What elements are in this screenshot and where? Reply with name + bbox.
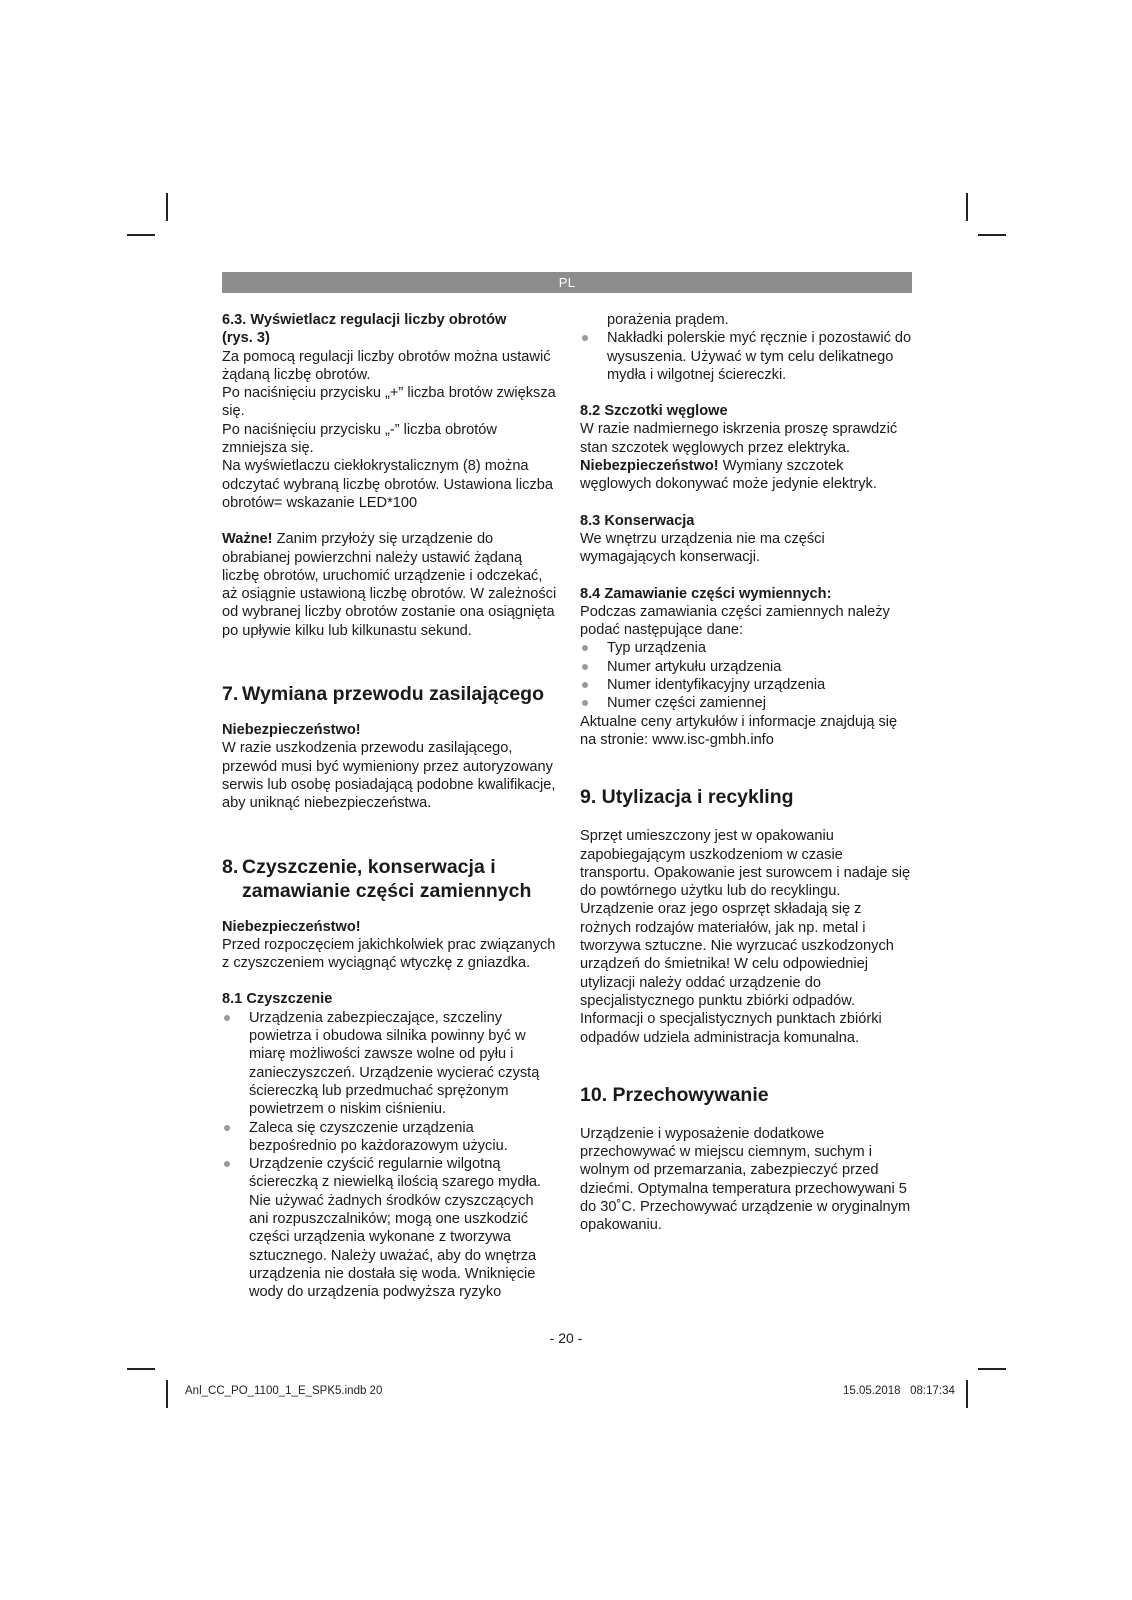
- list-item: Urządzenie czyścić regularnie wilgotną ściereczką z niewielką ilością szarego mydła. Nie używać żadnych środków czyszczących ani rozpuszczalników; mogą one uszkodzić części urządzenia wykonane z tworzywa sztucznego. Należy uważać, aby do wnętrza urządzenia nie dostała się woda. Wniknięcie wody do urządzenia podwyższa ryzyko: [222, 1155, 557, 1301]
- crop-mark: [127, 234, 155, 236]
- section-8-heading: 8. Czyszczenie, konserwacja i zamawianie części zamiennych: [222, 855, 532, 902]
- list-item: Typ urządzenia: [580, 639, 915, 657]
- language-bar: PL: [222, 272, 912, 293]
- page-number: - 20 -: [549, 1330, 583, 1346]
- crop-mark: [978, 234, 1006, 236]
- cleaning-list-cont: [580, 329, 915, 384]
- paragraph: Za pomocą regulacji liczby obrotów można ustawić żądaną liczbę obrotów.: [222, 348, 551, 383]
- paragraph: We wnętrzu urządzenia nie ma części wymagających konserwacji.: [580, 530, 825, 566]
- list-item: Urządzenia zabezpieczające, szczeliny powietrza i obudowa silnika powinny być w miarę możliwości zawsze wolne od pyłu i zanieczyszczeń. Urządzenie wycierać czystą ściereczką lub przedmuchać sprężonym powietrzem o niskim ciśnieniu.: [222, 1009, 557, 1119]
- paragraph: Po naciśnięciu przycisku „+” liczba brotów zwiększa się.: [222, 385, 556, 420]
- crop-mark: [978, 1368, 1006, 1370]
- paragraph: Przed rozpoczęciem jakichkolwiek prac związanych z czyszczeniem wyciągnąć wtyczkę z gniazdka.: [222, 936, 556, 972]
- right-column: [580, 311, 915, 1235]
- list-item-continuation: porażenia prądem.: [607, 312, 729, 328]
- danger-label: Niebezpieczeństwo!: [222, 722, 361, 739]
- paragraph: W razie uszkodzenia przewodu zasilającego, przewód musi być wymieniony przez autoryzowany serwis lub osobę posiadającą podobne kwalifikacje, aby uniknąć niebezpieczeństwa.: [222, 740, 556, 812]
- list-item: Numer części zamiennej: [580, 694, 915, 712]
- left-column: [222, 311, 557, 1301]
- section-6-3-title: 6.3. Wyświetlacz regulacji liczby obrotów (rys. 3): [222, 312, 507, 347]
- crop-mark: [166, 1380, 168, 1408]
- paragraph: Podczas zamawiania części zamiennych należy podać następujące dane:: [580, 603, 890, 639]
- danger-label: Niebezpieczeństwo!: [222, 918, 361, 935]
- section-8-2-title: 8.2 Szczotki węglowe: [580, 403, 728, 420]
- file-name: Anl_CC_PO_1100_1_E_SPK5.indb 20: [185, 1385, 383, 1397]
- order-data-list: [580, 639, 915, 712]
- important-note: Ważne! Zanim przyłoży się urządzenie do obrabianej powierzchni należy ustawić żądaną liczbę obrotów, uruchomić urządzenie i odczekać, aż osiągnie ustawioną liczbę obrotów. W zależności od wybranej liczby obrotów zostanie ona osiągnięta po upływie kilku lub kilkunastu sekund.: [222, 531, 557, 639]
- section-8-4-title: 8.4 Zamawianie części wymiennych:: [580, 585, 832, 602]
- print-timestamp: 15.05.2018 08:17:34: [843, 1385, 955, 1397]
- list-item: Numer identyfikacyjny urządzenia: [580, 676, 915, 694]
- paragraph: W razie nadmiernego iskrzenia proszę sprawdzić stan szczotek węglowych przez elektryka.: [580, 421, 898, 456]
- crop-mark: [966, 1380, 968, 1408]
- section-7-heading: 7. Wymiana przewodu zasilającego: [222, 683, 544, 706]
- list-item: Zaleca się czyszczenie urządzenia bezpośrednio po każdorazowym użyciu.: [222, 1119, 557, 1156]
- section-10-heading: 10. Przechowywanie: [580, 1083, 769, 1106]
- crop-mark: [966, 193, 968, 221]
- paragraph: Po naciśnięciu przycisku „-” liczba obrotów zmniejsza się.: [222, 421, 497, 457]
- cleaning-list: [222, 1009, 557, 1302]
- paragraph: Aktualne ceny artykułów i informacje znajdują się na stronie: www.isc-gmbh.info: [580, 713, 898, 748]
- paragraph: Sprzęt umieszczony jest w opakowaniu zapobiegającym uszkodzeniom w czasie transportu. Opakowanie jest surowcem i nadaje się do powtórnego użytku lub do recyklingu. Urządzenie oraz jego osprzęt składają się z rożnych rodzajów materiałów, jak np. metal i tworzywa sztuczne. Nie wyrzucać uszkodzonych urządzeń do śmietnika! W celu odpowiedniej utylizacji należy oddać urządzenie do specjalistycznego punktu zbiórki odpadów. Informacji o specjalistycznych punktach zbiórki odpadów udziela administracja komunalna.: [580, 828, 911, 1046]
- paragraph: Na wyświetlaczu ciekłokrystalicznym (8) można odczytać wybraną liczbę obrotów. Ustawiona liczba obrotów= wskazanie LED*100: [222, 458, 553, 511]
- section-9-heading: 9. Utylizacja i recykling: [580, 786, 794, 809]
- section-8-1-title: 8.1 Czyszczenie: [222, 991, 333, 1008]
- paragraph: Niebezpieczeństwo! Wymiany szczotek węglowych dokonywać może jedynie elektryk.: [580, 458, 877, 493]
- section-8-3-title: 8.3 Konserwacja: [580, 512, 695, 529]
- paragraph: Urządzenie i wyposażenie dodatkowe przechowywać w miejscu ciemnym, suchym i wolnym od przemarzania, zabezpieczyć przed dziećmi. Optymalna temperatura przechowywani 5 do 30˚C. Przechowywać urządzenie w oryginalnym opakowaniu.: [580, 1125, 911, 1234]
- list-item: Nakładki polerskie myć ręcznie i pozostawić do wysuszenia. Używać w tym celu delikatnego mydła i wilgotnej ściereczki.: [580, 329, 915, 384]
- list-item: Numer artykułu urządzenia: [580, 658, 915, 676]
- crop-mark: [166, 193, 168, 221]
- crop-mark: [127, 1368, 155, 1370]
